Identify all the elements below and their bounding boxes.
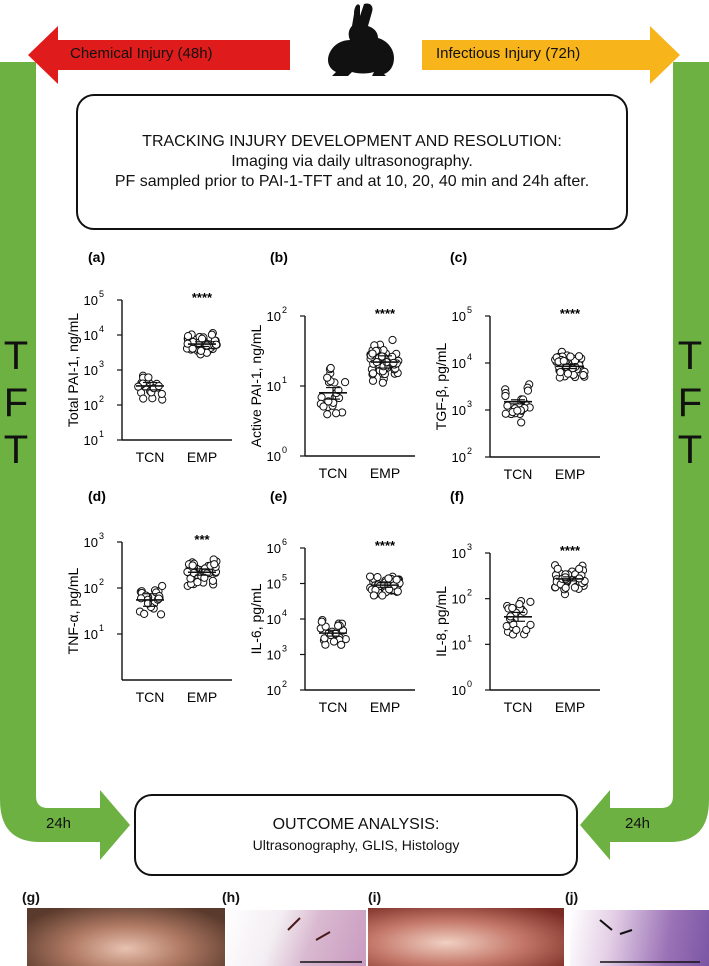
chart-f-ytick-exp: 1: [467, 633, 473, 644]
chart-d-point-tcn: [159, 582, 166, 589]
chart-d-point-emp: [211, 561, 218, 568]
tracking-line-2: Imaging via daily ultrasonography.: [231, 153, 473, 170]
chart-c-ytick-label: 10: [451, 356, 466, 371]
chart-f-ytick-exp: 2: [467, 587, 473, 598]
arrow-j-2: [620, 930, 632, 934]
chart-f-point-tcn: [513, 626, 520, 633]
chart-d-point-emp: [189, 562, 196, 569]
chart-b-ytick-label: 10: [266, 309, 281, 324]
chart-a-point-tcn: [158, 390, 165, 397]
chart-c-xtick-label-tcn: TCN: [503, 466, 533, 482]
chart-b-significance: ****: [374, 306, 396, 321]
chart-c-ytick-label: 10: [451, 450, 466, 465]
chart-e-xtick-label-tcn: TCN: [318, 699, 348, 715]
chart-f-point-tcn: [527, 621, 534, 628]
chart-c-ytick-exp: 4: [467, 352, 473, 362]
chart-e-point-tcn: [318, 618, 325, 625]
chart-c-point-tcn: [514, 407, 521, 414]
chart-e-ytick-exp: 6: [282, 537, 288, 547]
chart-f-xtick-label-emp: EMP: [554, 699, 586, 715]
chart-d-ytick-label: 10: [83, 627, 98, 642]
chart-e-ytick-exp: 5: [282, 572, 288, 583]
chart-d-ylabel: TNF-α, pg/mL: [65, 567, 81, 655]
chart-c-ytick-exp: 2: [467, 446, 473, 456]
chart-d-ytick-exp: 1: [99, 623, 105, 633]
tft-right-f: F: [677, 381, 703, 425]
chart-f-point-tcn: [509, 604, 516, 611]
chart-d-point-tcn: [137, 595, 144, 602]
outcome-box: [134, 794, 578, 876]
chart-f-point-emp: [571, 584, 578, 591]
chart-c-significance: ****: [559, 306, 581, 321]
chart-e-panel-letter: (e): [270, 488, 288, 504]
chart-a-point-emp: [208, 331, 215, 338]
chart-d-point-emp: [194, 579, 201, 586]
chart-b-point-tcn: [341, 379, 348, 386]
chart-c-ytick-exp: 3: [467, 399, 473, 409]
chart-e-significance: ****: [374, 538, 396, 553]
chart-e-ylabel: IL-6, pg/mL: [248, 583, 264, 655]
chart-e-ytick-label: 10: [266, 541, 281, 556]
chart-c-ytick-label: 10: [451, 309, 466, 324]
chart-f-ytick-label: 10: [451, 637, 466, 653]
chart-e-point-emp: [379, 592, 386, 599]
infectious-injury-label: Infectious Injury (72h): [436, 45, 581, 62]
chart-a-ytick-label: 10: [83, 328, 98, 343]
chart-a-ytick-label: 10: [83, 398, 98, 413]
chart-a-point-tcn: [145, 374, 152, 381]
chart-d-ytick-label: 10: [83, 581, 98, 596]
chart-d-point-tcn: [141, 610, 148, 617]
photo-label-i: (i): [368, 889, 382, 905]
chart-b-point-emp: [379, 379, 386, 386]
chart-b-point-tcn: [324, 374, 331, 381]
outcome-title: OUTCOME ANALYSIS:: [272, 816, 440, 833]
photo-label-h: (h): [222, 889, 240, 905]
chart-a-ytick-label: 10: [83, 433, 98, 448]
chart-f-point-emp: [562, 584, 569, 591]
chart-b-xtick-label-emp: EMP: [369, 465, 401, 481]
chart-f-significance: ****: [559, 543, 581, 558]
chart-e-ytick-label: 10: [266, 612, 281, 627]
chart-a-ytick-exp: 5: [99, 289, 105, 299]
chart-e-ytick-exp: 3: [282, 643, 288, 654]
chart-e-point-emp: [374, 573, 381, 580]
chart-f-ytick-exp: 3: [467, 542, 473, 552]
arrow-h-1: [288, 918, 300, 930]
chart-d-point-emp: [209, 577, 216, 584]
chart-a-xtick-label-emp: EMP: [186, 449, 218, 465]
chart-a-panel-letter: (a): [88, 249, 106, 265]
tft-left-t2: T: [3, 428, 29, 472]
chart-b-ytick-exp: 0: [282, 445, 288, 455]
chart-c-point-tcn: [518, 419, 525, 426]
chart-f-xtick-label-tcn: TCN: [503, 699, 533, 715]
chart-e-xtick-label-emp: EMP: [369, 699, 401, 715]
chart-b-ylabel: Active PAI-1, ng/mL: [248, 324, 264, 448]
chart-c-point-emp: [557, 369, 564, 376]
chart-b-point-emp: [369, 370, 376, 377]
chart-d-panel-letter: (d): [88, 488, 106, 504]
chart-a-ytick-exp: 3: [99, 359, 105, 369]
chart-b-ytick-label: 10: [266, 449, 281, 464]
chart-f-point-emp: [554, 565, 561, 572]
photo-label-g: (g): [22, 889, 40, 905]
chart-b-point-emp: [369, 350, 376, 357]
right-24h-label: 24h: [625, 815, 651, 832]
chart-f-point-emp: [576, 565, 583, 572]
tft-left-t1: T: [3, 334, 29, 378]
chemical-injury-label: Chemical Injury (48h): [70, 45, 213, 62]
chart-a-ytick-exp: 1: [99, 429, 105, 439]
left-24h-label: 24h: [46, 815, 72, 832]
chart-a-point-emp: [184, 333, 191, 340]
chart-e-ytick-label: 10: [266, 576, 281, 592]
arrow-h-2: [316, 932, 330, 940]
chart-f-ytick-label: 10: [451, 683, 466, 698]
chart-d-ytick-label: 10: [83, 535, 98, 550]
chart-e-point-emp: [385, 575, 392, 582]
chart-d-ytick-exp: 3: [99, 531, 105, 541]
chart-a-point-emp: [203, 342, 210, 349]
chart-f-point-tcn: [503, 623, 510, 630]
chart-d-point-tcn: [155, 595, 162, 602]
chart-a-ylabel: Total PAI-1, ng/mL: [65, 312, 81, 428]
chart-c-ytick-label: 10: [451, 403, 466, 418]
chart-a-ytick-label: 10: [83, 363, 98, 378]
chart-e-ytick-label: 10: [266, 683, 281, 698]
tracking-line-3: PF sampled prior to PAI-1-TFT and at 10, 20, 40 min and 24h after.: [114, 173, 590, 190]
chart-c-point-emp: [560, 357, 567, 364]
chart-c-point-emp: [567, 353, 574, 360]
chart-f-point-tcn: [516, 601, 523, 608]
chart-c-point-tcn: [502, 410, 509, 417]
chart-d-ytick-exp: 2: [99, 577, 105, 587]
chart-a-ytick-exp: 2: [99, 394, 105, 404]
tracking-line-1: TRACKING INJURY DEVELOPMENT AND RESOLUTION:: [142, 133, 562, 150]
chart-b-point-tcn: [327, 364, 334, 371]
chart-e-point-tcn: [334, 622, 341, 629]
chart-e-point-tcn: [338, 641, 345, 648]
chart-f-ylabel: IL-8, pg/mL: [433, 586, 449, 657]
chart-c-point-tcn: [504, 402, 511, 409]
chart-e-ytick-exp: 2: [282, 679, 288, 689]
tft-left-f: F: [3, 381, 29, 425]
chart-c-point-tcn: [502, 392, 509, 399]
chart-c-xtick-label-emp: EMP: [554, 466, 586, 482]
photo-arrows: [0, 900, 709, 966]
chart-c-ylabel: TGF-β, pg/mL: [433, 342, 449, 431]
chart-b-point-tcn: [333, 410, 340, 417]
chart-a-significance: ****: [191, 290, 213, 305]
chart-a-point-tcn: [140, 395, 147, 402]
chart-e-point-emp: [393, 576, 400, 583]
chart-a-xtick-label-tcn: TCN: [135, 449, 165, 465]
outcome-subtitle: Ultrasonography, GLIS, Histology: [252, 837, 460, 853]
chart-c-panel-letter: (c): [450, 249, 468, 265]
chart-c-point-emp: [575, 353, 582, 360]
chart-d-xtick-label-tcn: TCN: [135, 689, 165, 705]
chart-b-panel-letter: (b): [270, 249, 288, 265]
chart-e-point-emp: [366, 573, 373, 580]
chart-c-point-emp: [580, 371, 587, 378]
chart-f-ytick-exp: 0: [467, 679, 473, 689]
tft-right-t2: T: [677, 428, 703, 472]
photo-label-j: (j): [565, 889, 579, 905]
chart-f-point-tcn: [527, 598, 534, 605]
chart-c-ytick-exp: 5: [467, 305, 473, 315]
chart-d-xtick-label-emp: EMP: [186, 689, 218, 705]
chart-e-ytick-label: 10: [266, 647, 281, 663]
arrow-j-1: [600, 920, 612, 930]
chart-b-ytick-exp: 1: [282, 375, 288, 385]
chart-c-point-tcn: [524, 387, 531, 394]
chart-b-ytick-label: 10: [266, 379, 281, 394]
chart-b-point-emp: [389, 336, 396, 343]
chart-b-point-tcn: [324, 411, 331, 418]
chart-a-point-emp: [197, 347, 204, 354]
chart-f-ytick-label: 10: [451, 546, 466, 561]
chart-e-ytick-exp: 4: [282, 608, 288, 618]
chart-b-point-emp: [390, 359, 397, 366]
chart-d-significance: ***: [194, 532, 210, 547]
tft-right-t1: T: [677, 334, 703, 378]
chart-b-ytick-exp: 2: [282, 305, 288, 315]
chart-d-point-tcn: [157, 611, 164, 618]
chart-e-point-emp: [370, 592, 377, 599]
chart-b-xtick-label-tcn: TCN: [318, 465, 348, 481]
chart-f-ytick-label: 10: [451, 591, 466, 607]
chart-a-ytick-exp: 4: [99, 324, 105, 334]
chart-b-point-tcn: [318, 394, 325, 401]
chart-f-panel-letter: (f): [450, 488, 464, 504]
chart-a-ytick-label: 10: [83, 293, 98, 308]
